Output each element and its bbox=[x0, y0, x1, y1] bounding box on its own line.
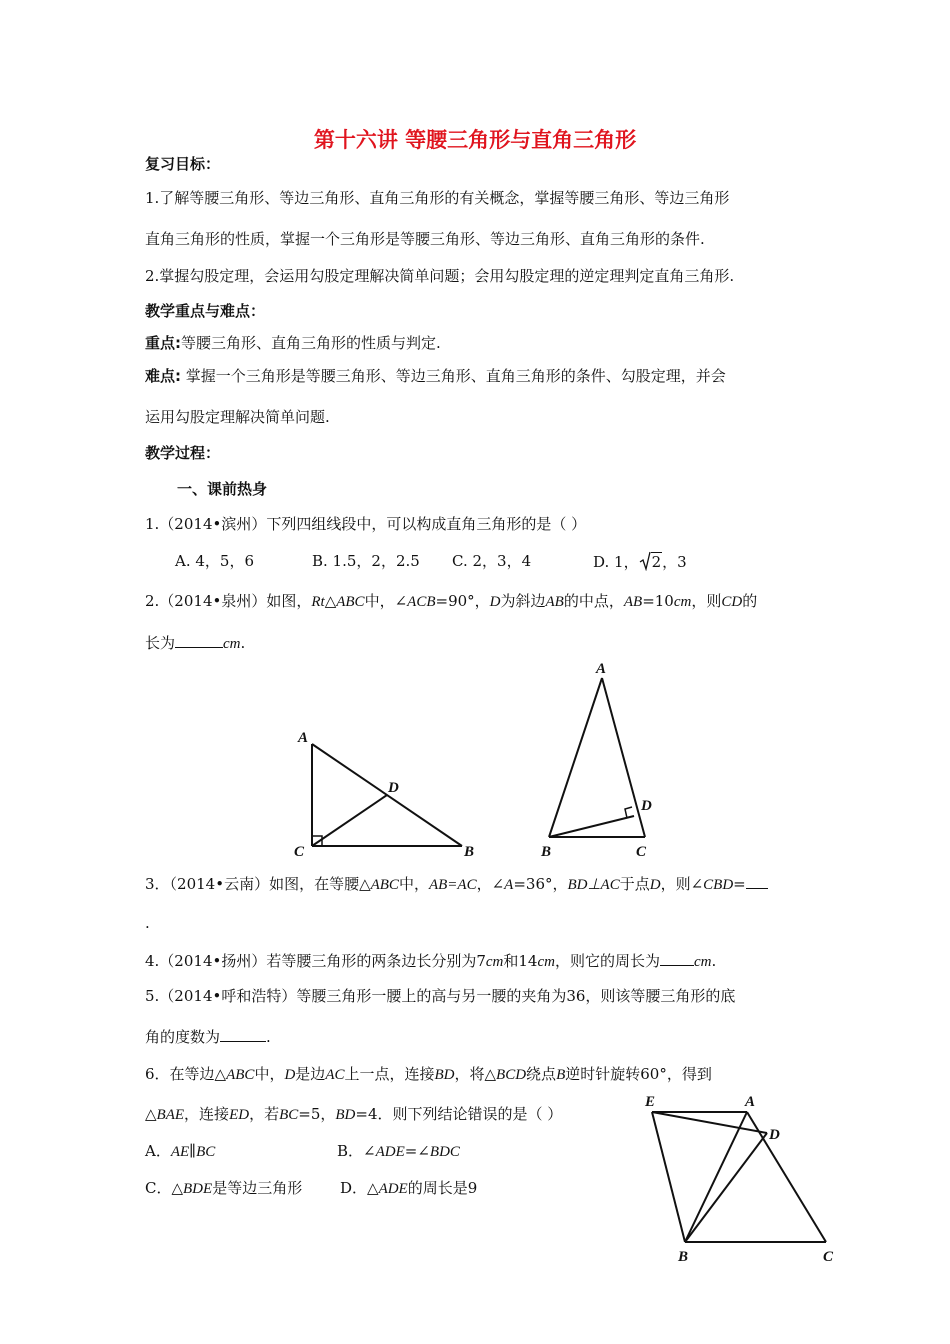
text: A． bbox=[145, 1142, 171, 1160]
label-b: B bbox=[541, 844, 552, 860]
label-a: A bbox=[298, 730, 309, 746]
text: ，则它的周长为 bbox=[554, 952, 660, 970]
figure-isosceles-triangle bbox=[535, 656, 665, 866]
text: ，则 bbox=[691, 592, 722, 610]
question-6-line-2 bbox=[145, 1104, 562, 1125]
math-var: D bbox=[649, 877, 661, 893]
math-var: B bbox=[556, 1067, 566, 1083]
text: ，∠ bbox=[476, 875, 505, 893]
text: =4．则下列结论错误的是（ ） bbox=[355, 1105, 563, 1123]
question-4 bbox=[145, 951, 716, 972]
math-var: CD bbox=[721, 594, 743, 610]
math-var: ABC bbox=[336, 594, 365, 610]
text: . bbox=[240, 634, 246, 652]
process-heading: 教学过程： bbox=[145, 444, 221, 462]
text: 角的度数为 bbox=[145, 1028, 221, 1046]
text: 的周长是9 bbox=[407, 1179, 478, 1197]
text: 的 bbox=[742, 592, 758, 610]
math-var: AE bbox=[170, 1144, 190, 1160]
section-warmup: 一、课前热身 bbox=[177, 480, 268, 498]
label-c: C bbox=[636, 844, 647, 860]
side-ab bbox=[549, 678, 602, 837]
math-var: AB=AC bbox=[428, 877, 477, 893]
question-5-line-1: 5.（2014•呼和浩特）等腰三角形一腰上的高与另一腰的夹角为36，则该等腰三角形的底 bbox=[145, 987, 736, 1005]
text: 中， bbox=[254, 1065, 285, 1083]
sqrt-symbol bbox=[639, 551, 663, 572]
text: 中， bbox=[398, 875, 429, 893]
label-b: B bbox=[678, 1249, 689, 1265]
text: 上一点，连接 bbox=[344, 1065, 435, 1083]
question-1-option-d bbox=[593, 551, 687, 572]
goals-heading: 复习目标： bbox=[145, 155, 221, 173]
side-ac bbox=[602, 678, 645, 837]
option-d-value-3: 3 bbox=[677, 553, 687, 571]
text: 6．在等边△ bbox=[145, 1065, 227, 1083]
text: 逆时针旋转60°，得到 bbox=[565, 1065, 712, 1083]
text: C．△ bbox=[145, 1179, 184, 1197]
label-c: C bbox=[823, 1249, 834, 1265]
math-var: CBD bbox=[703, 877, 734, 893]
unit: cm bbox=[694, 954, 712, 970]
unit: cm bbox=[673, 594, 692, 610]
text: 于点 bbox=[619, 875, 650, 893]
text: 是等边三角形 bbox=[212, 1179, 303, 1197]
question-3-end: . bbox=[145, 914, 150, 932]
answer-blank[interactable] bbox=[175, 633, 223, 648]
question-1-option-a: A. 4，5，6 bbox=[175, 552, 254, 570]
question-1-option-b: B. 1.5，2，2.5 bbox=[312, 552, 420, 570]
goal-item-1-line-1: 1.了解等腰三角形、等边三角形、直角三角形的有关概念，掌握等腰三角形、等边三角形 bbox=[145, 189, 730, 207]
math-var: ABC bbox=[226, 1067, 255, 1083]
text: =90°， bbox=[435, 592, 490, 610]
option-d-value-1: 1 bbox=[614, 553, 624, 571]
parallel-symbol: ∥ bbox=[189, 1142, 197, 1160]
text: 4.（2014•扬州）若等腰三角形的两条边长分别为7 bbox=[145, 952, 486, 970]
difficult-point-label: 难点: bbox=[145, 367, 181, 385]
answer-blank[interactable] bbox=[746, 874, 768, 889]
question-5-line-2 bbox=[145, 1027, 271, 1047]
text: =36°， bbox=[513, 875, 568, 893]
text: △ bbox=[145, 1105, 157, 1123]
text: D．△ bbox=[340, 1179, 379, 1197]
label-d: D bbox=[388, 780, 399, 796]
label-a: A bbox=[745, 1094, 756, 1110]
answer-blank[interactable] bbox=[660, 951, 694, 966]
math-var: ABC bbox=[370, 877, 399, 893]
text: =5， bbox=[298, 1105, 336, 1123]
difficult-point-text: 掌握一个三角形是等腰三角形、等边三角形、直角三角形的条件、勾股定理，并会 bbox=[181, 367, 726, 385]
question-1-stem: 1.（2014•滨州）下列四组线段中，可以构成直角三角形的是（ ） bbox=[145, 515, 587, 533]
text: =10 bbox=[642, 592, 674, 610]
radicand: 2 bbox=[651, 553, 662, 571]
separator: ， bbox=[662, 553, 678, 571]
text: = bbox=[733, 875, 746, 893]
text: ，若 bbox=[249, 1105, 280, 1123]
math-var: BCD bbox=[496, 1067, 527, 1083]
label-b: B bbox=[464, 844, 475, 860]
segment-bd bbox=[685, 1133, 767, 1242]
key-point bbox=[145, 333, 441, 353]
math-var: BAE bbox=[156, 1107, 185, 1123]
math-var: BDE bbox=[183, 1181, 213, 1197]
text: 2.（2014•泉州）如图， bbox=[145, 592, 312, 610]
radical-sign-icon bbox=[639, 551, 651, 571]
text: 和14 bbox=[503, 952, 538, 970]
math-var: BC bbox=[196, 1144, 216, 1160]
unit: cm bbox=[223, 636, 241, 652]
answer-blank[interactable] bbox=[220, 1027, 266, 1042]
math-var: BC bbox=[279, 1107, 299, 1123]
question-6-line-1 bbox=[145, 1064, 712, 1085]
label-e: E bbox=[645, 1094, 656, 1110]
math-var: BD bbox=[434, 1067, 455, 1083]
segment-cd bbox=[312, 795, 387, 846]
question-6-option-a bbox=[145, 1141, 215, 1162]
key-point-label: 重点: bbox=[145, 334, 181, 352]
text: △ bbox=[324, 592, 337, 610]
label-c: C bbox=[294, 844, 305, 860]
text: 中，∠ bbox=[364, 592, 408, 610]
math-var: BD bbox=[335, 1107, 356, 1123]
math-var: D bbox=[489, 594, 501, 610]
figure-right-triangle bbox=[290, 724, 490, 864]
goal-item-2: 2.掌握勾股定理，会运用勾股定理解决简单问题；会用勾股定理的逆定理判定直角三角形. bbox=[145, 267, 735, 285]
label-d: D bbox=[769, 1127, 780, 1143]
text: 为斜边 bbox=[500, 592, 546, 610]
math-var: D bbox=[284, 1067, 296, 1083]
math-var: Rt bbox=[311, 594, 325, 610]
question-3 bbox=[145, 874, 768, 895]
separator: ， bbox=[623, 553, 639, 571]
label-d: D bbox=[641, 798, 652, 814]
question-2-line-1 bbox=[145, 591, 757, 612]
difficult-point bbox=[145, 366, 726, 386]
key-point-text: 等腰三角形、直角三角形的性质与判定. bbox=[181, 334, 441, 352]
math-var: BDC bbox=[429, 1144, 460, 1160]
text: ，将△ bbox=[454, 1065, 497, 1083]
unit: cm bbox=[485, 954, 504, 970]
math-var: ADE bbox=[375, 1144, 405, 1160]
goal-item-1-line-2: 直角三角形的性质，掌握一个三角形是等腰三角形、等边三角形、直角三角形的条件. bbox=[145, 230, 705, 248]
text: B．∠ bbox=[337, 1142, 376, 1160]
math-var: ACB bbox=[407, 594, 436, 610]
math-var: AC bbox=[325, 1067, 345, 1083]
difficult-point-line-2: 运用勾股定理解决简单问题. bbox=[145, 408, 330, 426]
math-var: AB bbox=[545, 594, 564, 610]
math-var: BD⊥AC bbox=[567, 877, 620, 893]
text: =∠ bbox=[404, 1142, 430, 1160]
segment-bd bbox=[549, 816, 634, 837]
question-6-option-c bbox=[145, 1178, 302, 1199]
math-var: ED bbox=[229, 1107, 250, 1123]
text: ，则∠ bbox=[660, 875, 704, 893]
text: 是边 bbox=[295, 1065, 326, 1083]
question-6-option-b bbox=[337, 1141, 460, 1162]
label-a: A bbox=[596, 661, 607, 677]
question-2-line-2 bbox=[145, 633, 245, 654]
focus-heading: 教学重点与难点： bbox=[145, 302, 266, 320]
math-var: A bbox=[504, 877, 514, 893]
text: . bbox=[266, 1028, 271, 1046]
page-title: 第十六讲 等腰三角形与直角三角形 bbox=[313, 128, 637, 152]
text: 长为 bbox=[145, 634, 176, 652]
math-var: AB bbox=[623, 594, 643, 610]
text: . bbox=[711, 952, 717, 970]
segment-eb bbox=[652, 1112, 685, 1242]
segment-ab bbox=[685, 1112, 747, 1242]
option-d-prefix: D. bbox=[593, 553, 615, 571]
text: 3．（2014•云南）如图，在等腰△ bbox=[145, 875, 371, 893]
math-var: ADE bbox=[378, 1181, 408, 1197]
figure-rotation bbox=[640, 1086, 850, 1268]
text: 的中点， bbox=[563, 592, 624, 610]
unit: cm bbox=[537, 954, 555, 970]
text: 绕点 bbox=[526, 1065, 557, 1083]
question-6-option-d bbox=[340, 1178, 477, 1199]
question-1-option-c: C. 2，3，4 bbox=[452, 552, 532, 570]
text: ，连接 bbox=[184, 1105, 230, 1123]
